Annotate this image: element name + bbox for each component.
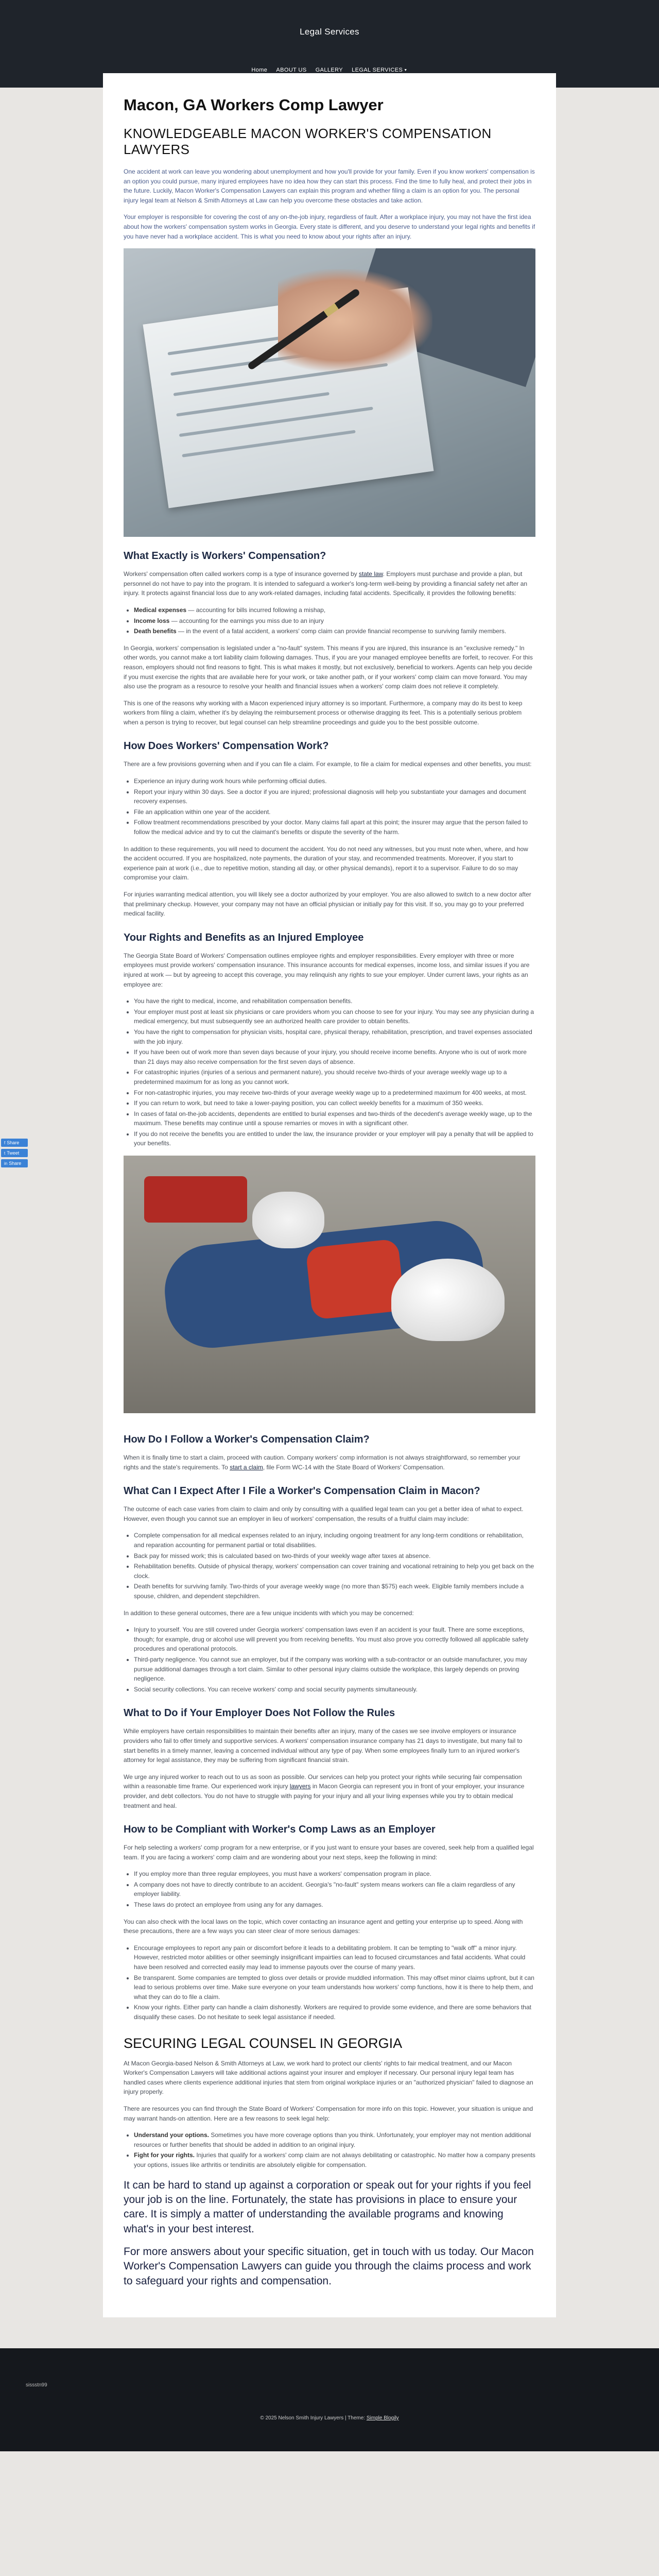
list-item: • If you have been out of work more than seven days because of your injury, you should receive income benefits. Anyone who is out of work more than 21 days may also receive compensation for the first seven days of absence. [134, 1047, 535, 1066]
section-heading: How to be Compliant with Worker's Comp Laws as an Employer [124, 1824, 436, 1836]
list-item: • Your employer must post at least six physicians or care providers whom you can choose to see for your injury. You may see any physician during a medical emergency, but must subsequently see an authorized health care provider to obtain benefits. [134, 1007, 535, 1026]
body-paragraph: In Georgia, workers' compensation is legislated under a "no-fault" system. This means if you are injured, this insurance is an "exclusive remedy." In other words, you cannot make a tort liability claim following damages. Thus, if you are your managed employee benefits are forfeit, to recover. For this reason, employers should not find reasons to fight. This is what makes it mostly, but not exclusively, beneficial to workers. Agents can help you decide if you must exercise the rights that are available here for your work, or take another path, or if your workers' comp claim can move forward. You may also use the program as a resource to resolve your health and financial issues when a workers' comp claim does not relieve it completely. [124, 644, 533, 690]
body-paragraph: This is one of the reasons why working with a Macon experienced injury attorney is so important. Furthermore, a company may do its best to keep workers from filing a claim, whether it's by delaying the reimbursement process or otherwise dragging its feet. This is a potentially serious problem when a person is trying to recover, but legal counsel can help streamline proceedings and guide you to the best possible outcome. [124, 699, 523, 726]
list-item: • Death benefits — in the event of a fatal accident, a workers' comp claim can provide financial recompense to surviving family members. [134, 626, 535, 636]
nav-gallery[interactable]: GALLERY [315, 67, 343, 73]
list-item: • Death benefits for surviving family. Two-thirds of your average weekly wage (no more than $575) each week. Eligible family members include a spouse, children, and dependent stepchildren. [134, 1582, 535, 1601]
injured-worker-image [124, 1156, 535, 1413]
list-item: • File an application within one year of the accident. [134, 807, 535, 817]
body-paragraph: In addition to these requirements, you will need to document the accident. You do not need any witnesses, but you must note when, where, and how the accident occurred. If you are hospitalized, note payments, the duration of your stay, and recommended treatments. Moreover, if you start to experience pain at work (i.e., due to repetitive motion, standing all day, or other physical demands), report it to a supervisor. Failure to do so may compromise your claim. [124, 845, 528, 882]
signing-document-image [124, 248, 535, 537]
start-claim-link[interactable]: start a claim [230, 1463, 263, 1471]
section-heading: What to Do if Your Employer Does Not Follow the Rules [124, 1707, 395, 1719]
unique-incidents-list [124, 1625, 535, 1694]
body-paragraph: When it is finally time to start a claim, proceed with caution. Company workers' comp information is not always straightforward, so remember your rights and the state's requirements. To start a claim, file Form WC-14 with the State Board of Workers' Compensation. [124, 1454, 521, 1471]
social-label: Share [9, 1161, 22, 1166]
nav-legal-services[interactable] [352, 67, 408, 73]
body-paragraph: There are a few provisions governing when and if you can file a claim. For example, to file a claim for medical expenses and other benefits, you must: [124, 760, 532, 768]
list-item: • Be transparent. Some companies are tempted to gloss over details or provide muddled information. This may offset minor claims upfront, but it can lead to serious problems over time. Make sure everyone on your team understands how workers' comp functions, how it is there to help them, and what they can do to file a claim. [134, 1973, 535, 2002]
body-paragraph: The Georgia State Board of Workers' Compensation outlines employee rights and employer responsibilities. Every employer with three or more employees must provide workers' compensation insurance. This insurance accounts for medical expenses, income loss, and similar issues if you are injured at work — but by agreeing to accept this coverage, you may relinquish any rights to sue your employer. Under current laws, your rights as an employee are: [124, 952, 530, 988]
outcomes-list [124, 1531, 535, 1601]
nav-about-us[interactable]: ABOUT US [276, 67, 307, 73]
twitter-share-button[interactable] [1, 1149, 28, 1157]
rights-list [124, 996, 535, 1148]
image-vest [305, 1239, 405, 1320]
site-title[interactable]: Legal Services [300, 27, 359, 37]
precautions-list [124, 1943, 535, 2022]
linkedin-share-button[interactable] [1, 1159, 28, 1167]
main-content [103, 73, 556, 2317]
list-item: • You have the right to compensation for physician visits, hospital care, physical therapy, rehabilitation, prescription, and travel expenses associated with the job injury. [134, 1027, 535, 1046]
page-subtitle: KNOWLEDGEABLE MACON WORKER'S COMPENSATION LAWYERS [124, 126, 492, 157]
list-item: • Social security collections. You can receive workers' comp and social security payments simultaneously. [134, 1685, 535, 1694]
list-item: • Injury to yourself. You are still covered under Georgia workers' compensation laws even if an accident is your fault. There are some exceptions, though; for example, drug or alcohol use will prevent you from receiving benefits. You must also prove you correctly followed all applicable safety procedures and operational protocols. [134, 1625, 535, 1654]
list-item: • Fight for your rights. Injuries that qualify for a workers' comp claim are not always debilitating or catastrophic. No matter how a company presents your options, issues like arthritis or tendinitis are absolutely eligible for compensation. [134, 2150, 535, 2170]
list-item: • For catastrophic injuries (injuries of a serious and permanent nature), you should receive two-thirds of your average weekly wage up to a predetermined maximum for as long as you cannot work. [134, 1067, 535, 1087]
nav-legal-services-label: LEGAL SERVICES [352, 67, 403, 73]
list-item: • Medical expenses — accounting for bills incurred following a mishap, [134, 605, 535, 615]
reasons-list [124, 2130, 535, 2170]
image-hand [278, 269, 432, 372]
list-item: • Know your rights. Either party can handle a claim dishonestly. Workers are required to provide some evidence, and there are some behaviors that disqualify these cases. Do not hesitate to seek legal assistance if needed. [134, 2003, 535, 2022]
list-item: • Understand your options. Sometimes you have more coverage options than you think. Unfortunately, your employer may not mention additional resources or further benefits that should be added in addition to an original injury. [134, 2130, 535, 2149]
list-item: • You have the right to medical, income, and rehabilitation compensation benefits. [134, 996, 535, 1006]
lawyers-link[interactable]: lawyers [289, 1783, 311, 1790]
intro-paragraph: Your employer is responsible for covering the cost of any on-the-job injury, regardless of fault. After a workplace injury, you may not have the first idea about how the workers' compensation system works in Georgia. Every state is different, and you deserve to understand your legal rights and benefits if you have never had a workplace accident. This is what you need to know about your rights after an injury. [124, 213, 535, 240]
social-label: Tweet [7, 1150, 20, 1156]
list-item: • A company does not have to directly contribute to an accident. Georgia's "no-fault" system means workers can file a claim regardless of any employer liability. [134, 1880, 535, 1899]
main-nav [0, 67, 659, 73]
social-label: Share [7, 1140, 20, 1145]
section-heading: What Exactly is Workers' Compensation? [124, 550, 326, 562]
chevron-down-icon: ▼ [404, 68, 408, 72]
body-paragraph: For help selecting a workers' comp program for a new enterprise, or if you just want to ensure your bases are covered, seek help from a qualified legal team. If you are facing a workers' comp claim and are wondering about your next steps, keep the following in mind: [124, 1844, 534, 1861]
closing-statement: It can be hard to stand up against a corporation or speak out for your rights if you feel your job is on the line. Fortunately, the state has provisions in place to ensure your care. It is simply a matter of understanding the available programs and knowing what's in your best interest. [124, 2179, 531, 2235]
list-item: • Rehabilitation benefits. Outside of physical therapy, workers' compensation can cover training and vocational retraining to help you get back on the clock. [134, 1562, 535, 1581]
body-paragraph: While employers have certain responsibilities to maintain their benefits after an injury, many of the cases we see involve employers or insurance providers who fail to offer timely and supportive services. A workers' compensation insurance company has 21 days to investigate, but many fail to start benefits in a timely manner, leaving a concerned individual without any type of pay. When some employees finally turn to an injured worker's attorney for legal assistance, they may be suffering from significant financial strain. [124, 1727, 523, 1764]
list-item: • Complete compensation for all medical expenses related to an injury, including ongoing treatment for any long-term conditions or rehabilitation, and reparation accounting for permanent partial or total disabilities. [134, 1531, 535, 1550]
image-helmet [391, 1259, 505, 1341]
body-paragraph: In addition to these general outcomes, there are a few unique incidents with which you may be concerned: [124, 1609, 414, 1617]
body-paragraph: There are resources you can find through the State Board of Workers' Compensation for more info on this topic. However, your situation is unique and may warrant hands-on attention. Here are a few reasons to seek legal help: [124, 2105, 533, 2122]
list-item: • Follow treatment recommendations prescribed by your doctor. Many claims fall apart at this point; the insurer may argue that the person failed to follow the medical advice and try to cut the claimant's benefits or dispute the severity of the harm. [134, 818, 535, 837]
theme-credit-link[interactable]: Simple Blogily [366, 2415, 399, 2421]
list-item: • Income loss — accounting for the earnings you miss due to an injury [134, 616, 535, 626]
benefits-list [124, 605, 535, 636]
list-item: • These laws do protect an employee from using any for any damages. [134, 1900, 535, 1910]
body-paragraph: The outcome of each case varies from claim to claim and only by consulting with a qualified legal team can you get a better idea of what to expect. However, even though you cannot sue an employer in lieu of workers' compensation, the results of a fruitful claim may include: [124, 1505, 524, 1522]
list-item: • For non-catastrophic injuries, you may receive two-thirds of your average weekly wage up to a predetermined maximum for 400 weeks, at most. [134, 1088, 535, 1098]
requirements-list [124, 776, 535, 837]
list-item: • Experience an injury during work hours while performing official duties. [134, 776, 535, 786]
securing-heading: SECURING LEGAL COUNSEL IN GEORGIA [124, 2035, 403, 2051]
section-heading: How Do I Follow a Worker's Compensation Claim? [124, 1434, 370, 1446]
social-share-bar [1, 1139, 28, 1170]
linkedin-icon: in [4, 1161, 8, 1166]
employer-facts-list [124, 1869, 535, 1909]
site-footer [0, 2348, 659, 2451]
copyright-text: © 2025 Nelson Smith Injury Lawyers | Theme: Simple Blogily [260, 2415, 399, 2421]
body-paragraph: At Macon Georgia-based Nelson & Smith Attorneys at Law, we work hard to protect our clients' rights to fair medical treatment, and our Macon Worker's Compensation Lawyers will take additional actions against your insurer and employer if necessary. Our personal injury legal team has handled cases where clients experience additional injuries that stem from original workplace injuries or an "authorized physician" failed to diagnose an injury properly. [124, 2059, 533, 2096]
footer-widget-text: sissstn99 [26, 2382, 47, 2388]
list-item: • In cases of fatal on-the-job accidents, dependents are entitled to burial expenses and two-thirds of the decedent's average weekly wage, up to the maximum. These benefits may continue until a spouse remarries or moves in with a significant other. [134, 1109, 535, 1128]
twitter-icon: t [4, 1151, 6, 1156]
body-paragraph: Workers' compensation often called workers comp is a type of insurance governed by state law. Employers must purchase and provide a plan, but personnel do not have to pay into the program. It is intended to safeguard a worker's long-term well-being by providing a financial safety net after an injury. It protects against financial loss due to any work-related damages, including fatal accidents. Specifically, it provides the following benefits: [124, 570, 528, 597]
facebook-icon: f [4, 1141, 6, 1145]
list-item: • Back pay for missed work; this is calculated based on two-thirds of your weekly wage after taxes at absence. [134, 1551, 535, 1561]
intro-paragraph: One accident at work can leave you wondering about unemployment and how you'll provide for your family. Even if you know workers' compensation is an option you could pursue, many injured employees have no idea how they can start this process. Find the time to fully heal, and protect their jobs in the future. Luckily, Macon Worker's Compensation Lawyers can explain this program and whether filing a claim is an option for you. The personal injury legal team at Nelson & Smith Attorneys at Law can help you overcome these obstacles and take action. [124, 168, 535, 204]
section-heading: What Can I Expect After I File a Worker's Compensation Claim in Macon? [124, 1485, 480, 1497]
facebook-share-button[interactable] [1, 1139, 28, 1147]
body-paragraph: We urge any injured worker to reach out to us as soon as possible. Our services can help you protect your rights while securing fair compensation within a reasonable time frame. Our experienced work injury lawyers in Macon Georgia can represent you in front of your employer, your insurance provider, and debt collectors. You do not have to struggle with paying for your injury and all your living expenses while you try to obtain medical treatment and heal. [124, 1773, 525, 1809]
state-law-link[interactable]: state law [358, 570, 383, 578]
image-glove [252, 1192, 324, 1248]
nav-home[interactable]: Home [251, 67, 268, 73]
list-item: • If you employ more than three regular employees, you must have a workers' compensation program in place. [134, 1869, 535, 1879]
section-heading: Your Rights and Benefits as an Injured Employee [124, 931, 364, 943]
list-item: • If you can return to work, but need to take a lower-paying position, you can collect weekly benefits for a maximum of 350 weeks. [134, 1098, 535, 1108]
list-item: • Report your injury within 30 days. See a doctor if you are injured; professional diagnosis will help you substantiate your damages and document recovery expenses. [134, 787, 535, 806]
section-heading: How Does Workers' Compensation Work? [124, 740, 329, 752]
list-item: • If you do not receive the benefits you are entitled to under the law, the insurance provider or your employer will pay a penalty that will be applied to your benefits. [134, 1129, 535, 1148]
list-item: • Third-party negligence. You cannot sue an employer, but if the company was working with a sub-contractor or an outside manufacturer, you may pursue additional damages through a tort claim. Similar to other personal injury claims outside the workplace, this largely depends on proving negligence. [134, 1655, 535, 1684]
body-paragraph: You can also check with the local laws on the topic, which cover contacting an insurance agent and getting your enterprise up to speed. Along with these precautions, there are a few ways you can steer clear of more serious damages: [124, 1918, 523, 1935]
list-item: • Encourage employees to report any pain or discomfort before it leads to a debilitating problem. It can be tempting to "walk off" a minor injury. However, restricted motor abilities or other seemingly insignificant impairties can lead to focused circumstances and fatal accidents. What could have been resolved and corrected easily may lead to immense payouts over the course of many years. [134, 1943, 535, 1972]
page-title: Macon, GA Workers Comp Lawyer [124, 96, 384, 114]
closing-statement: For more answers about your specific situation, get in touch with us today. Our Macon Worker's Compensation Lawyers can guide you through the claims process and work to safeguard your rights and compensation. [124, 2245, 534, 2287]
body-paragraph: For injuries warranting medical attention, you will likely see a doctor authorized by your employer. You are also allowed to switch to a new doctor after that preliminary checkup. However, your company may not have an official physician or initially pay for this visit. If so, you may go to your preferred medical facility. [124, 891, 531, 918]
image-first-aid-kit [144, 1176, 247, 1223]
